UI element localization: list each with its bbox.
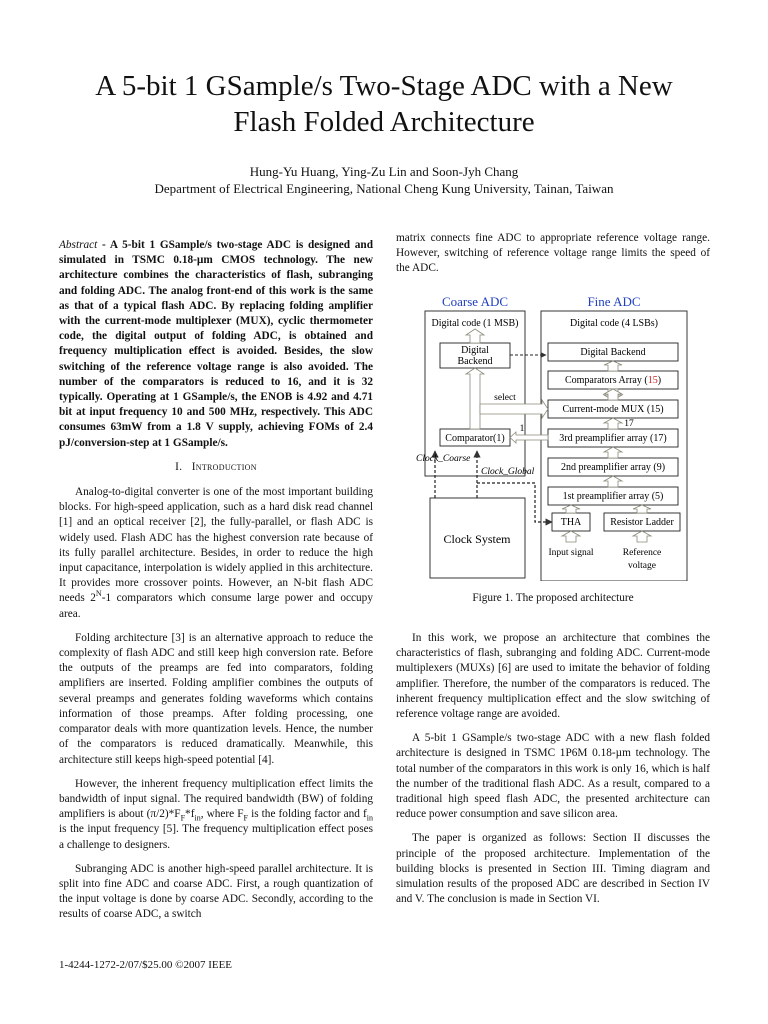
comparator-feed-arrow (510, 432, 548, 443)
clock-system-label: Clock System (443, 532, 511, 546)
text-run: , where F (200, 808, 244, 821)
text-run: is the folding factor and f (248, 808, 367, 821)
coarse-backend-label-1: Digital (461, 345, 489, 356)
section-heading-intro (59, 460, 373, 475)
preamp-1-label: 1st preamplifier array (5) (562, 491, 664, 502)
select-label: select (494, 393, 516, 403)
text-run: However, the inherent frequency multiplication effect limits the bandwidth of input signal. The required bandwidth (BW) of folding amplifiers is about ( (59, 777, 373, 821)
text-run: *f (185, 808, 195, 821)
coarse-output-label: Digital code (1 MSB) (431, 318, 519, 329)
left-column (59, 238, 373, 932)
comparators-array-label: Comparators Array (15) (564, 375, 662, 386)
clock-global-label: Clock_Global (481, 467, 535, 477)
paper-title (40, 68, 728, 140)
section-number: I. (175, 460, 183, 473)
right-column-top (396, 231, 710, 286)
title-line-2: Flash Folded Architecture (233, 106, 535, 138)
intro-paragraph-4: Subranging ADC is another high-speed parallel architecture. It is split into fine ADC and coarse ADC. First, a rough quantization of the input voltage is done by coarse ADC. Secondly, according to the results of coarse ADC, a switch (59, 862, 373, 921)
seventeen-label: 17 (624, 419, 634, 429)
section-title: Introduction (191, 460, 257, 473)
right-paragraph-2: A 5-bit 1 GSample/s two-stage ADC with a new flash folded architecture is designed in TSMC 1P6M 0.18-µm technology. The total number of the comparators in this work is only 16, which is half the number of the traditional flash ADC. As a result, compared to a traditional high speed flash ADC, the presented architecture can reduce power consumption and save silicon area. (396, 732, 710, 821)
coarse-backend-label-2: Backend (457, 356, 493, 367)
clock-coarse-label: Clock_Coarse (416, 454, 471, 464)
text-run: is the input frequency [5]. The frequency multiplication effect poses a challenge to designers. (59, 823, 373, 851)
subscript: F (180, 813, 186, 823)
copyright-footer: 1-4244-1272-2/07/$25.00 ©2007 IEEE (59, 959, 233, 971)
superscript: N (95, 589, 102, 599)
affiliation: Department of Electrical Engineering, National Cheng Kung University, Tainan, Taiwan (154, 181, 614, 196)
right-column-bottom (396, 631, 710, 916)
author-block (40, 163, 728, 197)
mux-label: Current-mode MUX (15) (562, 404, 664, 415)
abstract-lead: Abstract (59, 239, 98, 251)
figure-caption: Figure 1. The proposed architecture (472, 592, 634, 604)
fine-output-label: Digital code (4 LSBs) (569, 318, 659, 329)
continued-paragraph: matrix connects fine ADC to appropriate reference voltage range. However, switching of reference voltage range limits the speed of the ADC. (396, 232, 710, 275)
abstract (59, 238, 373, 451)
text-run: -1 comparators which consume large power and occupy area. (59, 592, 373, 620)
right-paragraph-1: In this work, we propose an architecture that combines the characteristics of flash, subranging and folding ADC. Current-mode multiplexers (MUXs) [6] are used to imitate the behavior of folding amplifier. Therefore, the number of the comparators is reduced. The inherent frequency multiplication effect and the slow switching of reference voltage range are avoided. (396, 632, 710, 721)
architecture-figure (415, 291, 695, 581)
preamp-2-label: 2nd preamplifier array (9) (560, 462, 666, 473)
title-line-1: A 5-bit 1 GSample/s Two-Stage ADC with a New (95, 70, 673, 102)
subscript: in (194, 813, 201, 823)
text-run: /2)*F (156, 808, 181, 821)
intro-paragraph-1 (59, 485, 373, 622)
intro-paragraph-2: Folding architecture [3] is an alternative approach to reduce the complexity of flash ADC and still keep high conversion rate. Before the outputs of the preamps are fed into comparators, folding amplifiers are inserted. Folding amplifier combines the outputs of several preamps and generates folding waveforms which contains information of those preamps. After folding processing, one comparator deals with more quantization levels. Hence, the number of the comparators is reduced dramatically. Meanwhile, this architecture still keeps high-speed potential [4]. (59, 631, 373, 766)
input-signal-label: Input signal (548, 548, 594, 558)
reference-label-1: Reference (622, 548, 662, 558)
fine-backend-label: Digital Backend (580, 347, 646, 358)
author-names: Hung-Yu Huang, Ying-Zu Lin and Soon-Jyh Chang (249, 164, 519, 179)
fine-adc-title: Fine ADC (587, 294, 641, 309)
subscript: F (243, 813, 248, 823)
subscript: in (366, 813, 374, 823)
comparator-label: Comparator(1) (445, 433, 505, 444)
abstract-body: - A 5-bit 1 GSample/s two-stage ADC is designed and simulated in TSMC 0.18-µm CMOS technology. The new architecture combines the characteristics of flash, subranging and folding ADC. The analog front-end of this work is the same as that of a typical flash ADC. By replacing folding amplifier with the current-mode multiplexer (MUX), cyclic thermometer code, the digital output of folding ADC, is obtained and frequency multiplication effect is avoided. Besides, the slow switching of the reference voltage range is also avoided. The number of the comparators is reduced to 16, and it is 32 typically. Operating at 1 GSample/s, the ENOB is 4.92 and 4.71 bit at input frequency 10 and 500 MHz, respectively. This ADC consumes 63mW from a 1.8 V supply, achieving FOMs of 2.4 pJ/conversion-step at 1 GSample/s. (59, 239, 373, 449)
tha-label: THA (560, 517, 582, 528)
intro-paragraph-3 (59, 777, 373, 853)
text-run: Analog-to-digital converter is one of the most important building blocks. For high-speed application, such as a hard disk read channel [1] and an optical receiver [2], the fully-parallel, or flash ADC is widely used. Flash ADC has the highest conversion rate because of its fully parallel architecture. Besides, in order to reduce the high input capacitance, interpolation is widely applied in this architecture. It provides more crossover points. However, an N-bit flash ADC needs 2 (59, 486, 373, 605)
ladder-label: Resistor Ladder (610, 517, 674, 528)
one-label: 1 (519, 424, 525, 434)
coarse-adc-title: Coarse ADC (441, 294, 509, 309)
right-paragraph-3: The paper is organized as follows: Section II discusses the principle of the proposed architecture. Implementation of the building blocks is presented in Section III. Timing diagram and simulation results of the proposed ADC are described in Section IV and V. The conclusion is made in Section VI. (396, 832, 710, 906)
preamp-3-label: 3rd preamplifier array (17) (559, 433, 667, 444)
pi-symbol: π (150, 808, 157, 821)
reference-label-2: voltage (628, 561, 656, 571)
